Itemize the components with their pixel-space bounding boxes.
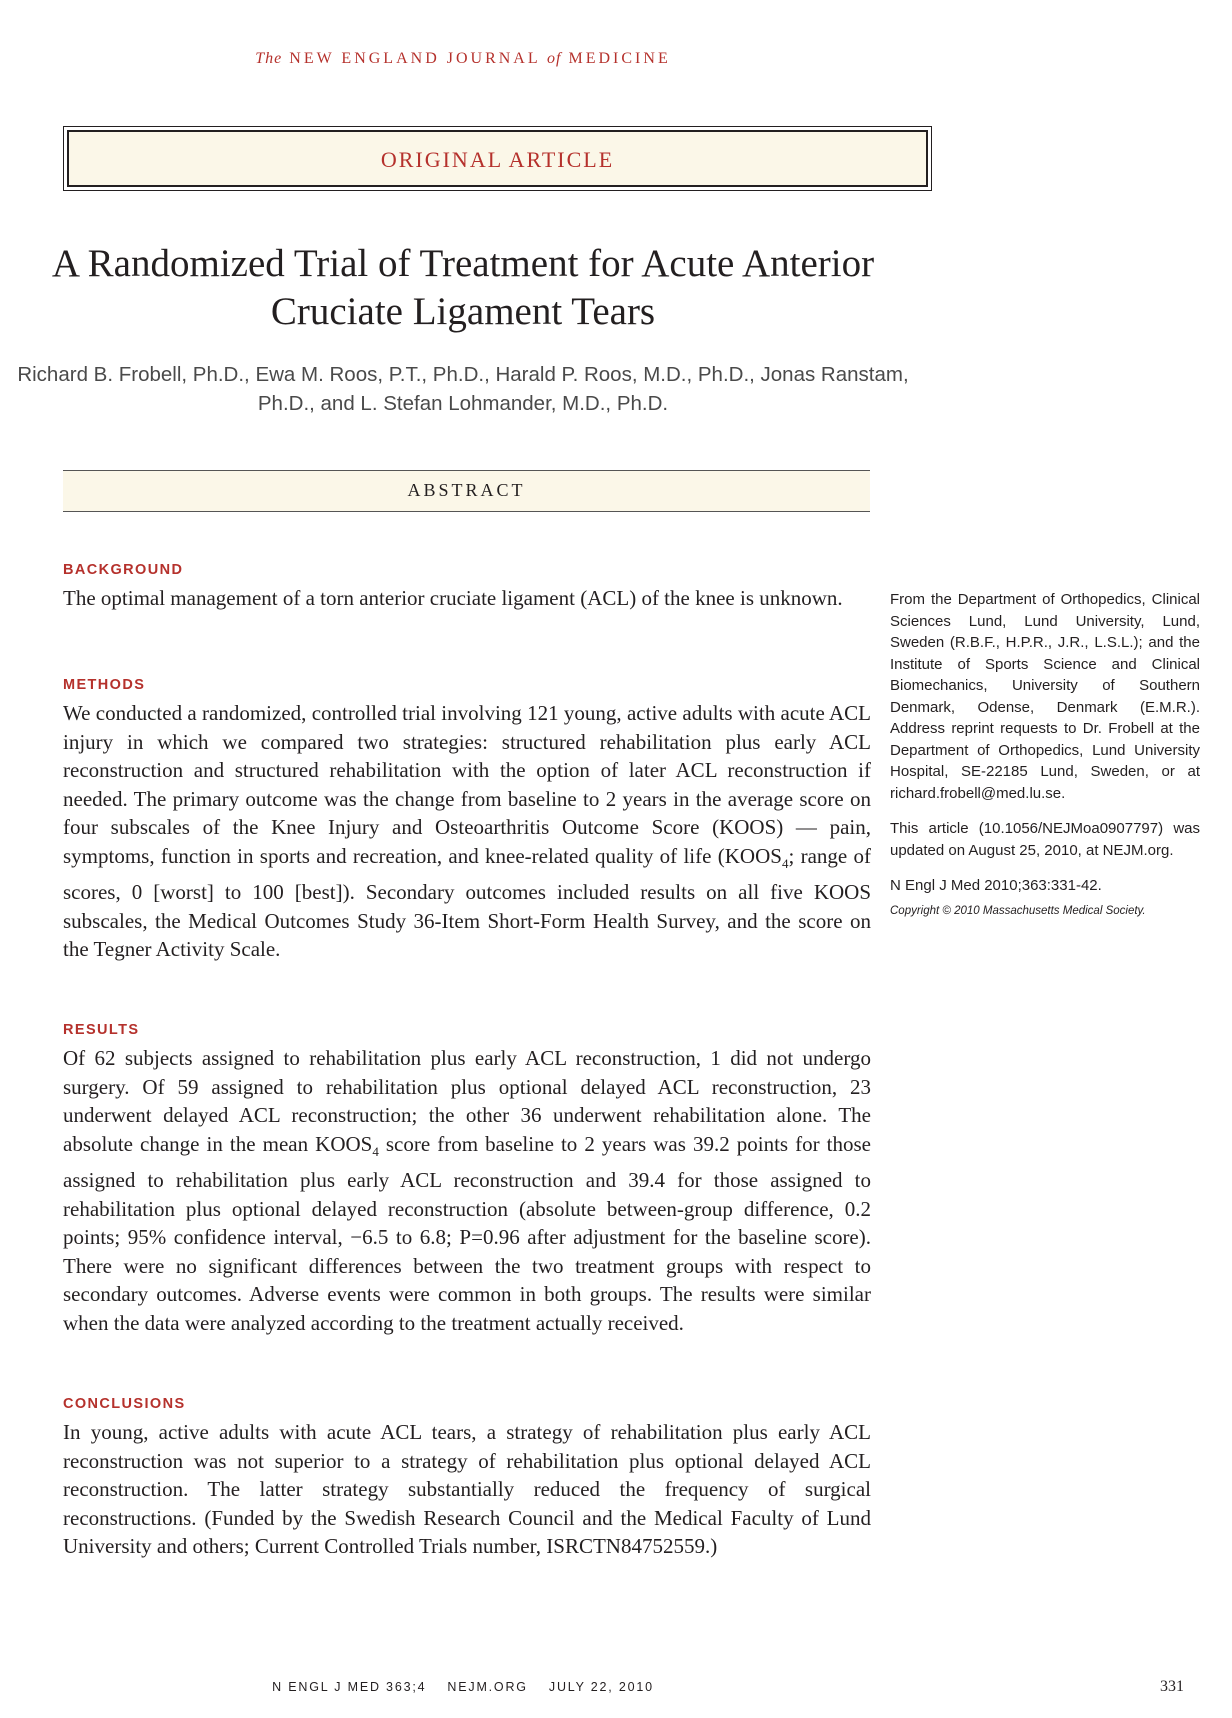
copyright-note: Copyright © 2010 Massachusetts Medical Society.	[890, 904, 1146, 917]
journal-header	[0, 50, 926, 68]
citation-note: N Engl J Med 2010;363:331-42.	[890, 877, 1102, 894]
article-sidebar	[890, 589, 1200, 936]
methods-body-text-1: We conducted a randomized, controlled trial involving 121 young, active adults with acute ACL injury in which we compared two strategies: structured rehabilitation plus early ACL reconstruction and structured rehabilitation with the option of later ACL reconstruction if needed. The primary outcome was the change from baseline to 2 years in the average score on four subscales of the Knee Injury and Osteoarthritis Outcome Score (KOOS) — pain, symptoms, function in sports and recreation, and knee-related quality of life (KOOS	[63, 701, 871, 868]
results-body	[63, 1044, 871, 1337]
conclusions-body: In young, active adults with acute ACL tears, a strategy of rehabilitation plus early ACL reconstruction was not superior to a strategy of rehabilitation plus optional delayed ACL reconstruction. The latter strategy substantially reduced the frequency of surgical reconstructions. (Funded by the Swedish Research Council and the Medical Faculty of Lund University and others; Current Controlled Trials number, ISRCTN84752559.)	[63, 1420, 871, 1558]
results-body-text-2: score from baseline to 2 years was 39.2 points for those assigned to rehabilitation plus early ACL reconstruction and 39.4 for those assigned to rehabilitation plus optional delayed reconstruction (absolute between-group difference, 0.2 points; 95% confidence interval, −6.5 to 6.8; P=0.96 after adjustment for the baseline score). There were no significant differences between the two treatment groups with respect to secondary outcomes. Adverse events were common in both groups. The results were similar when the data were analyzed according to the treatment actually received.	[63, 1131, 871, 1335]
author-list: Richard B. Frobell, Ph.D., Ewa M. Roos, P.T., Ph.D., Harald P. Roos, M.D., Ph.D., Jonas Ranstam, Ph.D., and L. Stefan Lohmander, M.D., Ph.D.	[17, 363, 909, 415]
abstract-band	[63, 470, 870, 512]
journal-header-of: of	[547, 50, 562, 67]
affiliation-note: From the Department of Orthopedics, Clinical Sciences Lund, Lund University, Lund, Sweden (R.B.F., H.P.R., J.R., L.S.L.); and the Institute of Sports Science and Clinical Biomechanics, University of Southern Denmark, Odense, Denmark (E.M.R.). Address reprint requests to Dr. Frobell at the Department of Orthopedics, Lund University Hospital, SE-22185 Lund, Sweden, or at richard.frobell@med.lu.se.	[890, 591, 1200, 802]
background-heading: BACKGROUND	[63, 562, 184, 578]
methods-body-subscript: 4	[781, 855, 789, 871]
background-body: The optimal management of a torn anterior cruciate ligament (ACL) of the knee is unknown.	[63, 586, 843, 610]
article-title: A Randomized Trial of Treatment for Acute Anterior Cruciate Ligament Tears	[51, 242, 875, 333]
results-heading: RESULTS	[63, 1022, 140, 1038]
conclusions-heading: CONCLUSIONS	[63, 1396, 186, 1412]
abstract-heading: ABSTRACT	[407, 480, 526, 500]
methods-body	[63, 699, 871, 964]
journal-header-the: The	[255, 50, 283, 67]
article-type-box	[67, 130, 928, 187]
methods-body-text-2: ; range of scores, 0 [worst] to 100 [best]). Secondary outcomes included results on all five KOOS subscales, the Medical Outcomes Study 36-Item Short-Form Health Survey, and the score on the Tegner Activity Scale.	[63, 843, 871, 962]
footer-citation: N ENGL J MED 363;4 NEJM.ORG JULY 22, 2010	[272, 1680, 654, 1694]
results-body-subscript: 4	[372, 1143, 379, 1159]
update-note: This article (10.1056/NEJMoa0907797) was updated on August 25, 2010, at NEJM.org.	[890, 820, 1200, 859]
journal-header-medicine: MEDICINE	[568, 50, 671, 67]
journal-header-name: NEW ENGLAND JOURNAL	[289, 50, 541, 67]
methods-heading: METHODS	[63, 677, 146, 693]
article-type-label: ORIGINAL ARTICLE	[380, 147, 615, 172]
page-number: 331	[1160, 1678, 1184, 1695]
results-body-text-1: Of 62 subjects assigned to rehabilitation plus early ACL reconstruction, 1 did not undergo surgery. Of 59 assigned to rehabilitation plus optional delayed ACL reconstruction, 23 underwent delayed ACL reconstruction; the other 36 underwent rehabilitation alone. The absolute change in the mean KOOS	[63, 1046, 871, 1156]
